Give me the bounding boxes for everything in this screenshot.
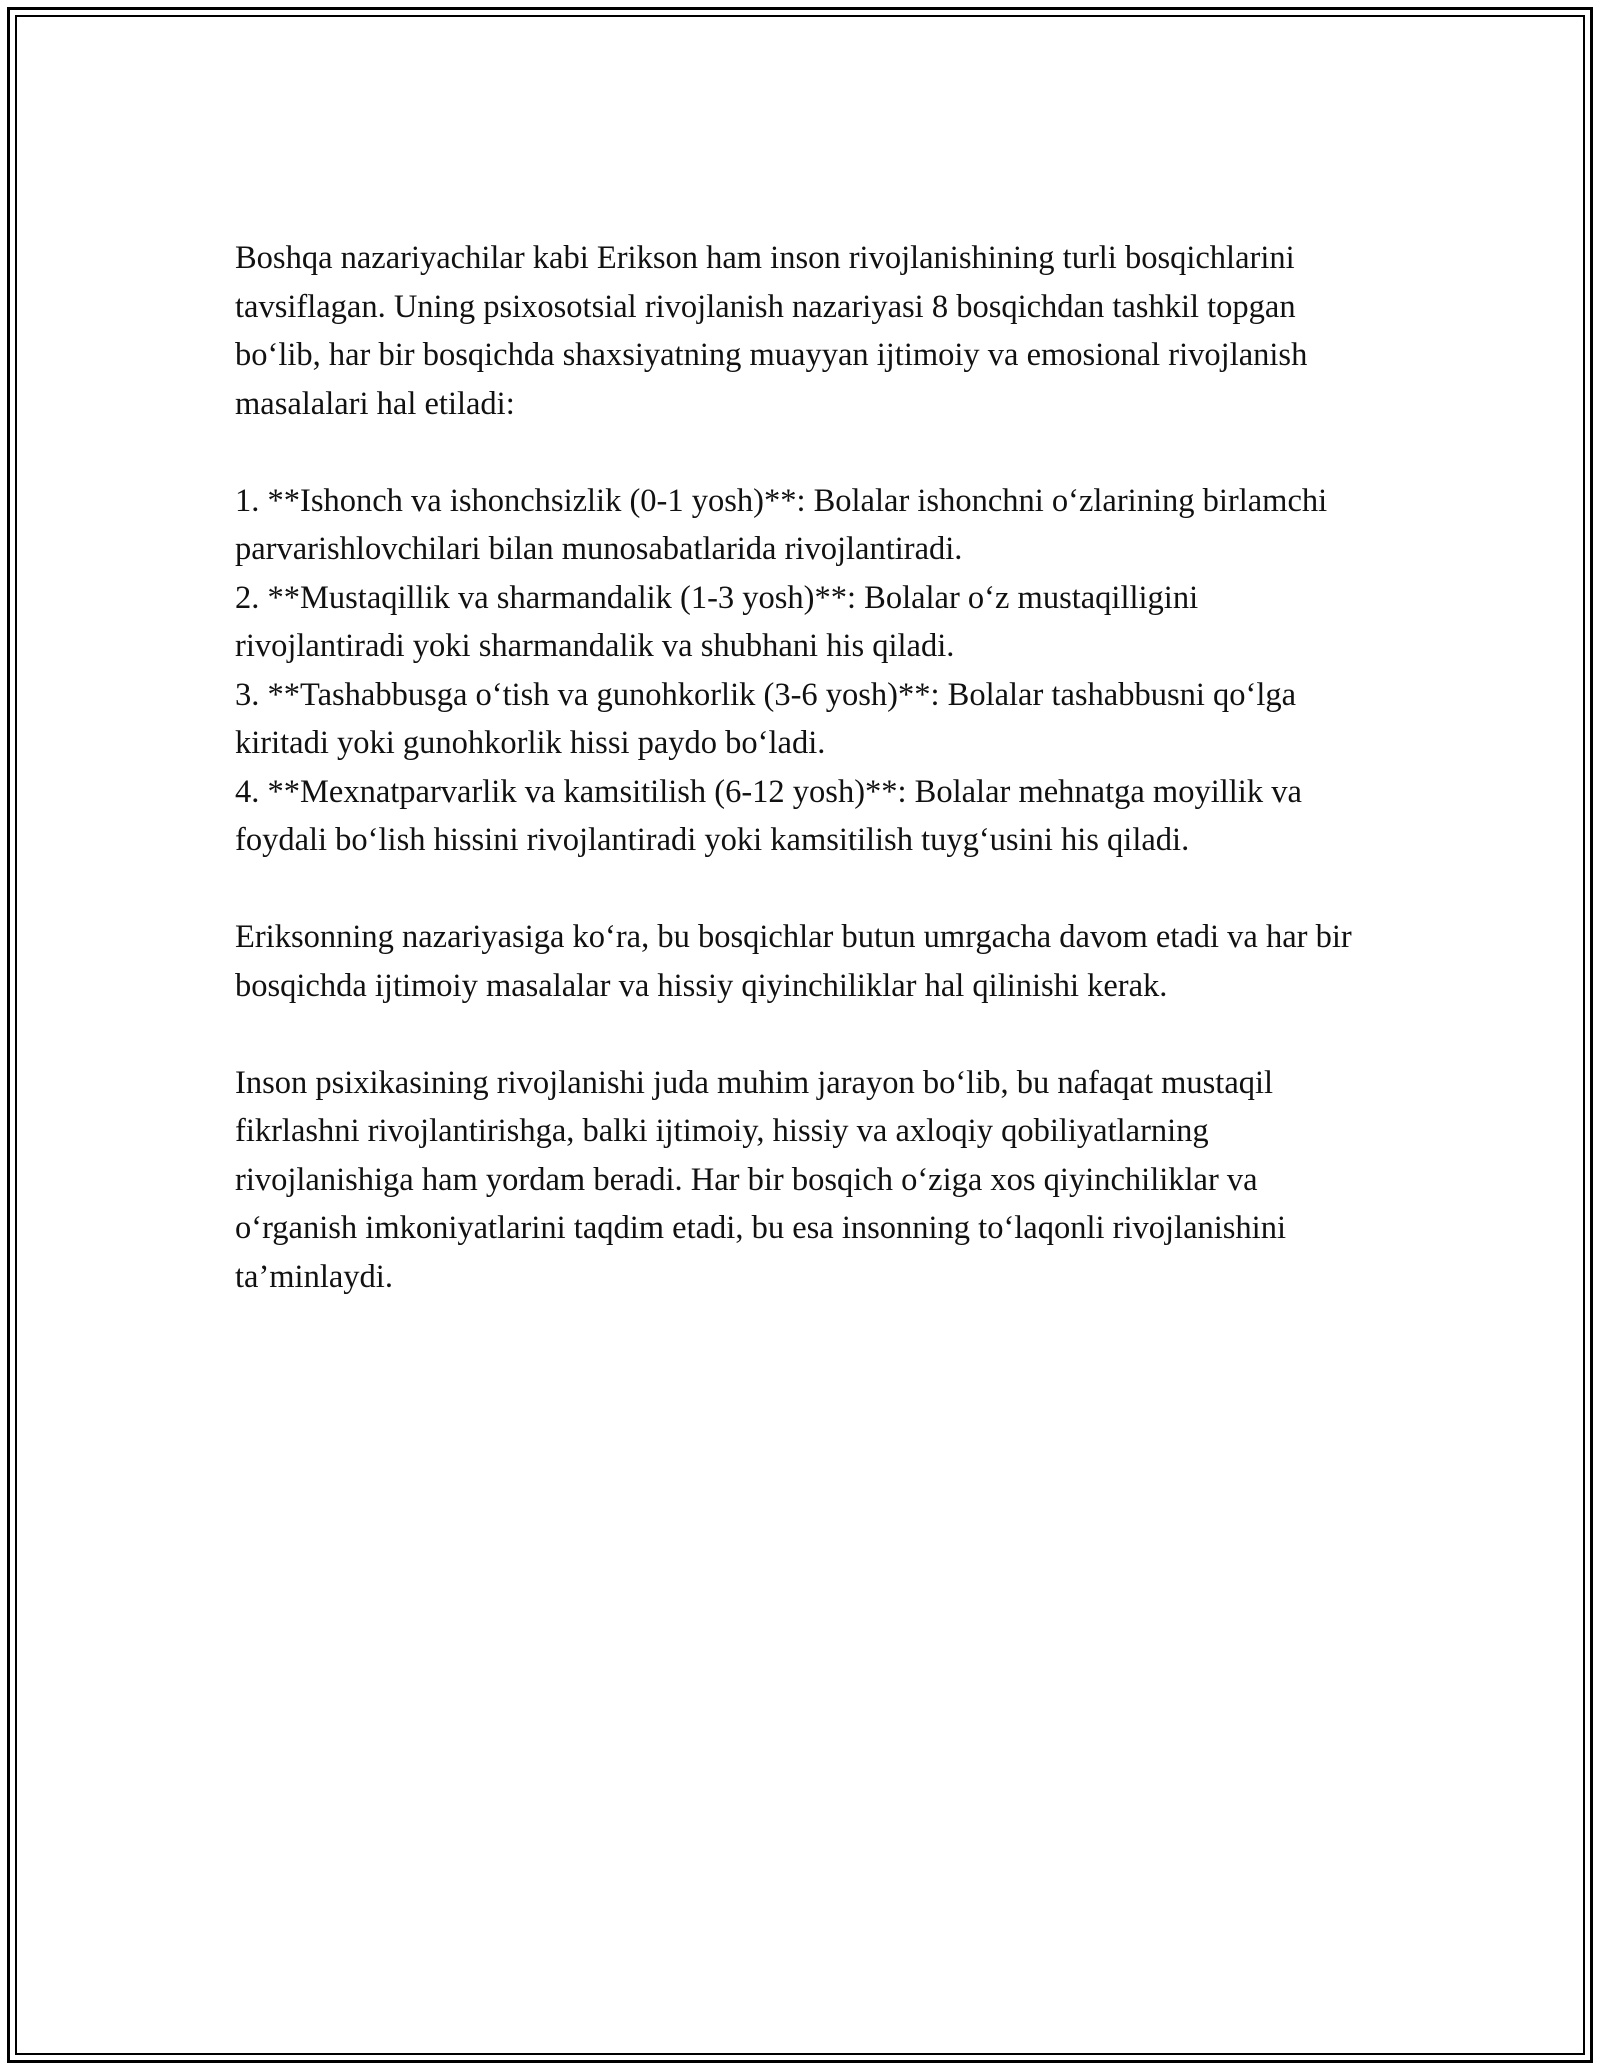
intro-paragraph: Boshqa nazariyachilar kabi Erikson ham inson rivojlanishining turli bosqichlarini tavsiflagan. Uning psixosotsial rivojlanish nazariyasi 8 bosqichdan tashkil topgan bo‘lib, har bir bosqichda shaxsiyatning muayyan ijtimoiy va emosional rivojlanish masalalari hal etiladi:: [235, 240, 1308, 422]
stage-item-1: 1. **Ishonch va ishonchsizlik (0-1 yosh)**: Bolalar ishonchni o‘zlarining birlamchi parvarishlovchilari bilan munosabatlarida rivojlantiradi.: [235, 482, 1328, 567]
stage-item-2: 2. **Mustaqillik va sharmandalik (1-3 yosh)**: Bolalar o‘z mustaqilligini rivojlantiradi yoki sharmandalik va shubhani his qiladi.: [235, 579, 1199, 664]
document-body: [235, 234, 1375, 1301]
paragraph-gap: [235, 428, 1375, 477]
paragraph-gap: [235, 1010, 1375, 1059]
paragraph-3: Inson psixikasining rivojlanishi juda muhim jarayon bo‘lib, bu nafaqat mustaqil fikrlashni rivojlantirishga, balki ijtimoiy, hissiy va axloqiy qobiliyatlarning rivojlanishiga ham yordam beradi. Har bir bosqich o‘ziga xos qiyinchiliklar va o‘rganish imkoniyatlarini taqdim etadi, bu esa insonning to‘laqonli rivojlanishini ta’minlaydi.: [235, 1064, 1286, 1295]
paragraph-2: Eriksonning nazariyasiga ko‘ra, bu bosqichlar butun umrgacha davom etadi va har bir bosqichda ijtimoiy masalalar va hissiy qiyinchiliklar hal qilinishi kerak.: [235, 919, 1352, 1004]
paragraph-gap: [235, 865, 1375, 914]
stage-item-3: 3. **Tashabbusga o‘tish va gunohkorlik (3-6 yosh)**: Bolalar tashabbusni qo‘lga kiritadi yoki gunohkorlik hissi paydo bo‘ladi.: [235, 676, 1297, 761]
stage-item-4: 4. **Mexnatparvarlik va kamsitilish (6-12 yosh)**: Bolalar mehnatga moyillik va foydali bo‘lish hissini rivojlantiradi yoki kamsitilish tuyg‘usini his qiladi.: [235, 773, 1302, 858]
